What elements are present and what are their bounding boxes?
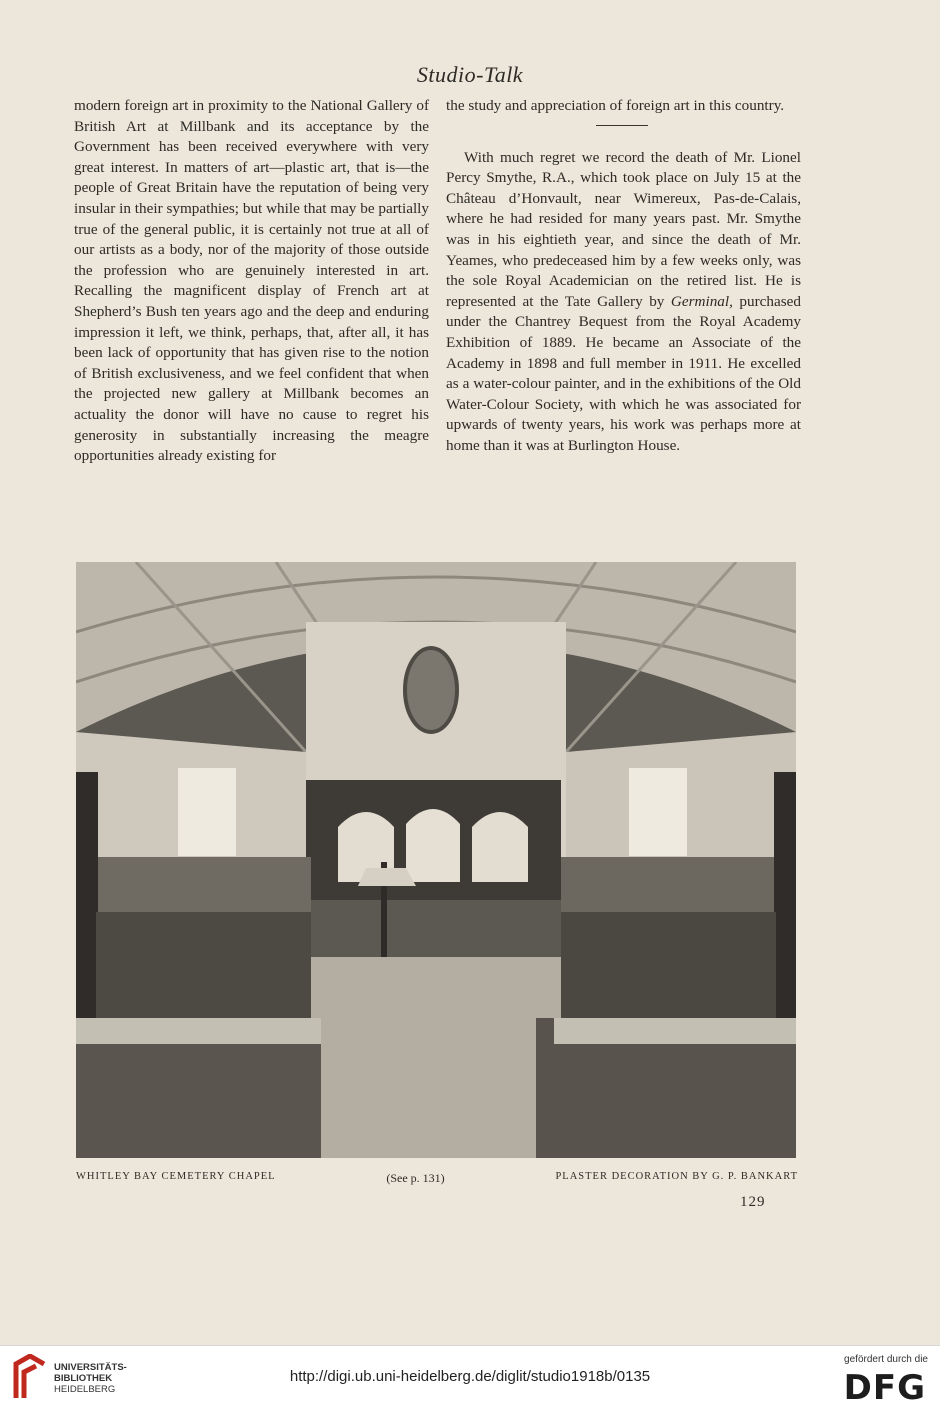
caption-title: WHITLEY BAY CEMETERY CHAPEL	[76, 1171, 276, 1182]
library-name-line-1: UNIVERSITÄTS-	[54, 1362, 127, 1373]
chapel-interior-photo	[76, 562, 796, 1158]
obituary-text-b: purchased under the Chantrey Bequest from the Royal Academy Exhibition of 1889. He became an Associate of the Academy in 1898 and full member in 1911. He excelled as a water-colour painter, and in the exhibitions of the Old Water-Colour Society, with which he was associated for upwards of twenty years, his work was perhaps more at home than it was at Burlington House.	[446, 292, 801, 454]
page-number: 129	[740, 1194, 766, 1210]
obituary-text-a: With much regret we record the death of Mr. Lionel Percy Smythe, R.A., which took place on July 15 at the Château d’Honvault, near Wimereux, Pas-de-Calais, where he had resided for many years past. Mr. Smythe was in his eightieth year, and since the death of Mr. Yeames, who predeceased him by a few weeks only, was the sole Royal Academician on the retired list. He is represented at the Tate Gallery by	[446, 148, 801, 310]
library-name-line-3: HEIDELBERG	[54, 1384, 116, 1395]
digitization-footer	[0, 1345, 940, 1412]
source-url[interactable]: http://digi.ub.uni-heidelberg.de/diglit/studio1918b/0135	[289, 1368, 651, 1385]
right-column	[446, 96, 801, 457]
dfg-logo: DFG	[843, 1368, 926, 1408]
photo-caption	[76, 1171, 798, 1186]
section-rule	[596, 125, 648, 126]
caption-credit: PLASTER DECORATION BY G. P. BANKART	[555, 1171, 798, 1182]
right-paragraph-2	[446, 148, 801, 457]
left-column-text: modern foreign art in proximity to the National Gallery of British Art at Millbank and its acceptance by the Government has been received everywhere with very great interest. In matters of art—plastic art, that is—the people of Great Britain have the reputation of being very insular in their sympathies; but while that may be partially true of the general public, it is certainly not true at all of our artists as a body, nor of the majority of those outside the profession who are genuinely interested in art. Recalling the magnificent display of French art at Shepherd’s Bush ten years ago and the deep and enduring impression it left, we think, perhaps, that, after all, it has been lack of opportunity that has given rise to the notion of British exclusiveness, and we feel confident that when the projected new gallery at Millbank becomes an actuality the donor will have no cause to regret his generosity in substantially increasing the meagre opportunities already existing for	[74, 97, 429, 465]
funding-label: gefördert durch die	[844, 1354, 928, 1365]
library-name-line-2: BIBLIOTHEK	[54, 1373, 113, 1384]
caption-reference: (See p. 131)	[386, 1171, 445, 1185]
left-column	[74, 96, 429, 467]
right-paragraph-1: the study and appreciation of foreign art in this country.	[446, 97, 785, 114]
painting-title: Germinal,	[670, 292, 733, 310]
running-header: Studio-Talk	[416, 62, 524, 87]
